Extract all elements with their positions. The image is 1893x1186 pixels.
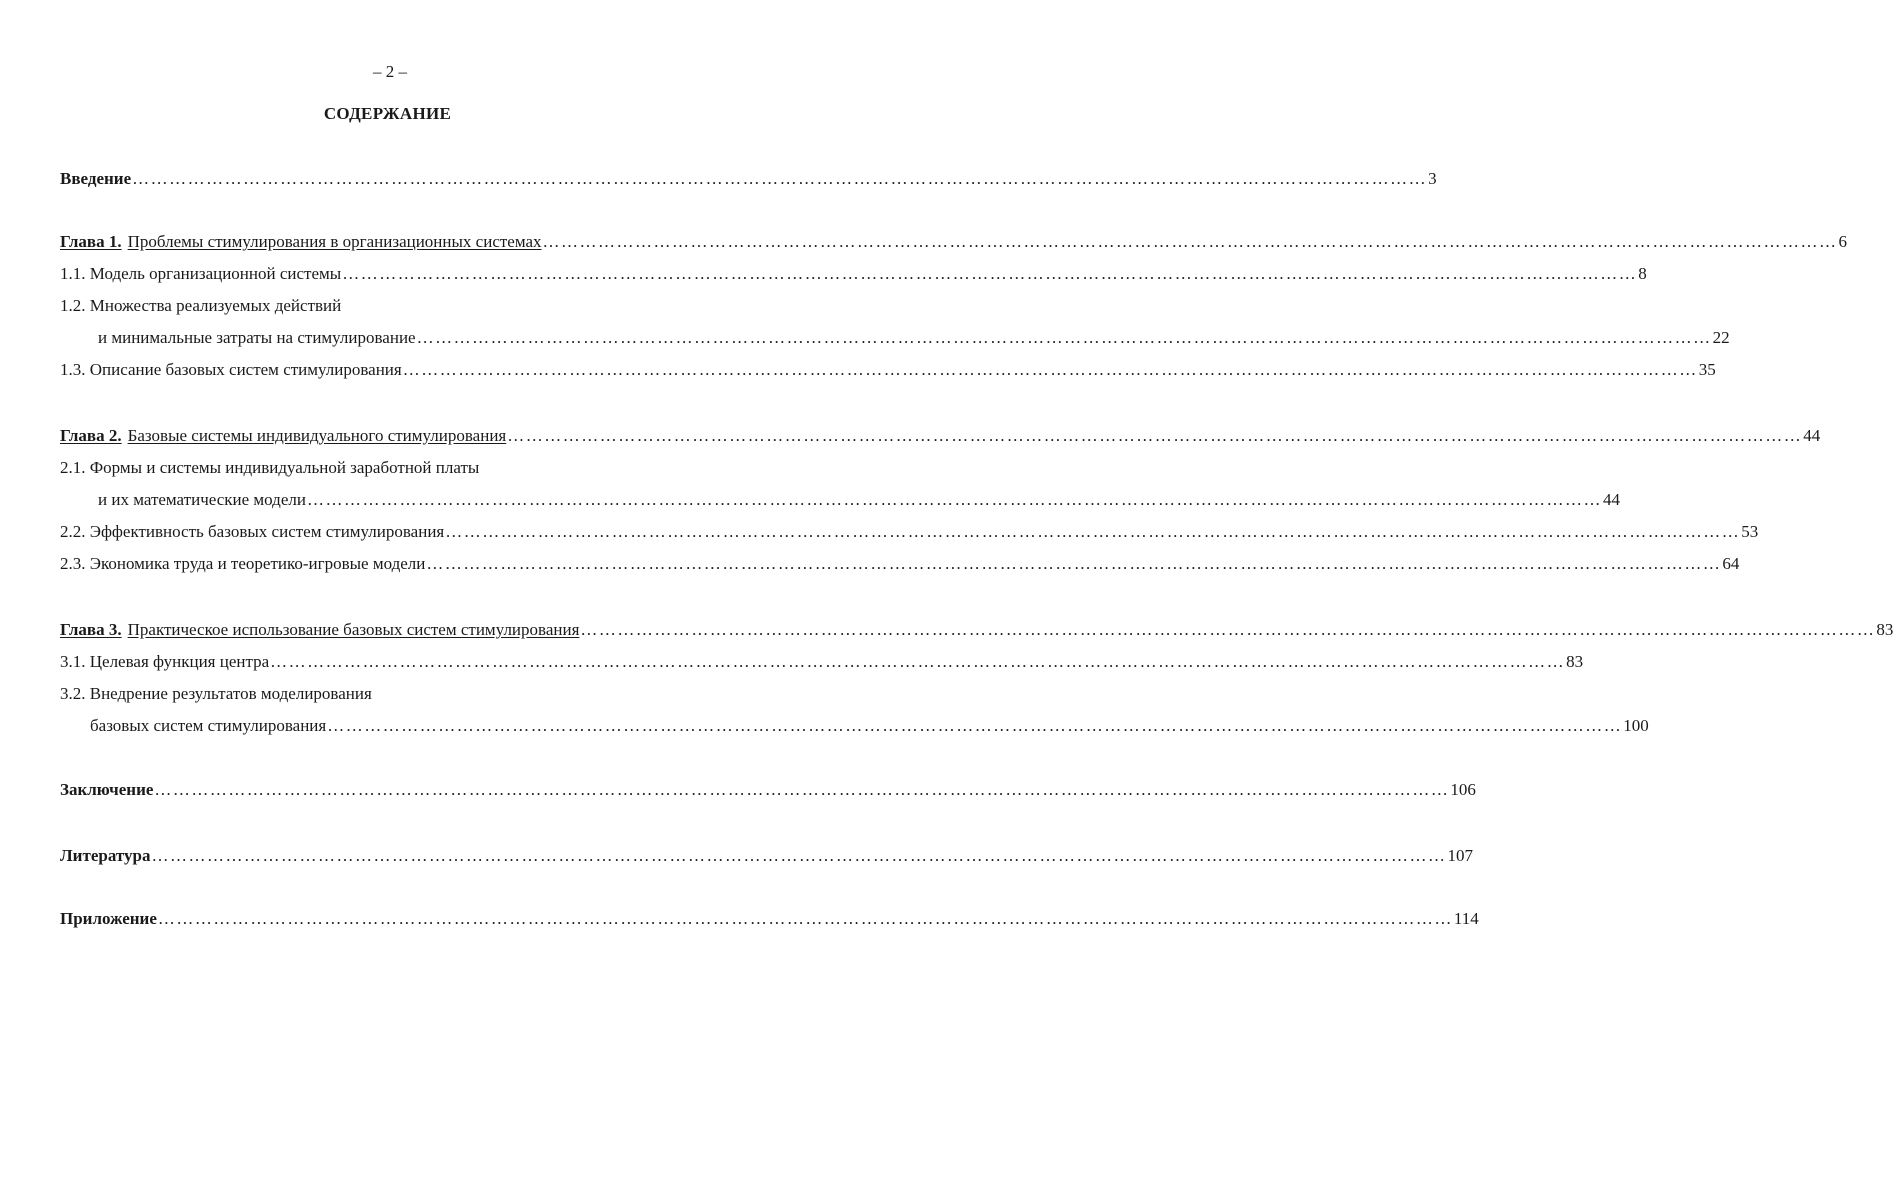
toc-entry-label: Приложение bbox=[60, 909, 157, 928]
toc-entry-label: Введение bbox=[60, 169, 132, 188]
toc-entry-appendix bbox=[60, 908, 1479, 930]
toc-entry-label: 2.3. Экономика труда и теоретико-игровые модели bbox=[60, 554, 426, 573]
toc-entry-label: 3.1. Целевая функция центра bbox=[60, 652, 270, 671]
dot-leader: ………………………………………………………………………………………………………………………………………………………………………………………… bbox=[416, 328, 1712, 347]
toc-title: СОДЕРЖАНИЕ bbox=[323, 104, 452, 123]
toc-entry-conclusion bbox=[60, 779, 1476, 801]
toc-entry-page: 3 bbox=[1428, 169, 1437, 188]
toc-entry-1-2-line2 bbox=[98, 327, 1730, 349]
chapter-title: Проблемы стимулирования в организационных системах bbox=[127, 232, 542, 251]
chapter-label: Глава 3. bbox=[60, 620, 122, 639]
toc-entry-chapter-3 bbox=[60, 619, 1893, 641]
dot-leader: ………………………………………………………………………………………………………………………………………………………………………………………… bbox=[270, 652, 1566, 671]
toc-entry-page: 83 bbox=[1876, 620, 1893, 639]
dot-leader: ………………………………………………………………………………………………………………………………………………………………………………………… bbox=[151, 846, 1447, 865]
dot-leader: ………………………………………………………………………………………………………………………………………………………………………………………… bbox=[426, 554, 1722, 573]
toc-entry-label: Заключение bbox=[60, 780, 154, 799]
toc-entry-page: 114 bbox=[1453, 909, 1479, 928]
toc-entry-1-3 bbox=[60, 359, 1716, 381]
toc-entry-page: 6 bbox=[1838, 232, 1848, 251]
dot-leader: ………………………………………………………………………………………………………………………………………………………………………………………… bbox=[342, 264, 1638, 283]
toc-entry-chapter-2 bbox=[60, 425, 1821, 447]
toc-entry-page: 22 bbox=[1712, 328, 1730, 347]
toc-entry-page: 107 bbox=[1447, 846, 1473, 865]
dot-leader: ………………………………………………………………………………………………………………………………………………………………………………………… bbox=[507, 426, 1803, 445]
toc-entry-label: 3.2. Внедрение результатов моделирования bbox=[60, 684, 372, 703]
toc-entry-label: и их математические модели bbox=[98, 490, 306, 509]
chapter-title: Базовые системы индивидуального стимулирования bbox=[127, 426, 507, 445]
toc-entry-label: 2.2. Эффективность базовых систем стимулирования bbox=[60, 522, 445, 541]
toc-entry-intro bbox=[60, 168, 1437, 190]
dot-leader: ………………………………………………………………………………………………………………………………………………………………………………………… bbox=[542, 232, 1838, 251]
toc-entry-page: 44 bbox=[1803, 426, 1821, 445]
chapter-title: Практическое использование базовых систем стимулирования bbox=[127, 620, 580, 639]
toc-entry-3-1 bbox=[60, 651, 1584, 673]
toc-entry-2-3 bbox=[60, 553, 1740, 575]
toc-entry-page: 8 bbox=[1638, 264, 1647, 283]
toc-entry-label: базовых систем стимулирования bbox=[90, 716, 327, 735]
toc-entry-2-1-line1 bbox=[60, 457, 710, 479]
dot-leader: ………………………………………………………………………………………………………………………………………………………………………………………… bbox=[580, 620, 1876, 639]
toc-entry-page: 44 bbox=[1602, 490, 1620, 509]
page-number: – 2 – bbox=[373, 62, 407, 81]
toc-entry-3-2-line2 bbox=[90, 715, 1649, 737]
dot-leader: ………………………………………………………………………………………………………………………………………………………………………………………… bbox=[154, 780, 1450, 799]
dot-leader: ………………………………………………………………………………………………………………………………………………………………………………………… bbox=[327, 716, 1623, 735]
toc-entry-page: 83 bbox=[1566, 652, 1584, 671]
toc-entry-label: 1.3. Описание базовых систем стимулирования bbox=[60, 360, 402, 379]
toc-entry-page: 64 bbox=[1722, 554, 1740, 573]
dot-leader: ………………………………………………………………………………………………………………………………………………………………………………………… bbox=[157, 909, 1453, 928]
toc-entry-label: 1.1. Модель организационной системы bbox=[60, 264, 342, 283]
toc-entry-chapter-1 bbox=[60, 231, 1848, 253]
toc-entry-page: 35 bbox=[1698, 360, 1716, 379]
toc-entry-1-1 bbox=[60, 263, 1647, 285]
toc-entry-page: 53 bbox=[1741, 522, 1759, 541]
toc-entry-page: 100 bbox=[1623, 716, 1649, 735]
chapter-label: Глава 1. bbox=[60, 232, 122, 251]
dot-leader: ………………………………………………………………………………………………………………………………………………………………………………………… bbox=[445, 522, 1741, 541]
toc-entry-label: и минимальные затраты на стимулирование bbox=[98, 328, 416, 347]
toc-entry-2-2 bbox=[60, 521, 1759, 543]
toc-entry-label: Литература bbox=[60, 846, 151, 865]
dot-leader: ………………………………………………………………………………………………………………………………………………………………………………………… bbox=[132, 169, 1428, 188]
toc-entry-3-2-line1 bbox=[60, 683, 710, 705]
chapter-label: Глава 2. bbox=[60, 426, 122, 445]
toc-entry-literature bbox=[60, 845, 1473, 867]
toc-entry-label: 2.1. Формы и системы индивидуальной заработной платы bbox=[60, 458, 480, 477]
toc-entry-2-1-line2 bbox=[98, 489, 1620, 511]
dot-leader: ………………………………………………………………………………………………………………………………………………………………………………………… bbox=[402, 360, 1698, 379]
toc-entry-label: 1.2. Множества реализуемых действий bbox=[60, 296, 342, 315]
toc-entry-1-2-line1 bbox=[60, 295, 710, 317]
toc-entry-page: 106 bbox=[1450, 780, 1476, 799]
dot-leader: ………………………………………………………………………………………………………………………………………………………………………………………… bbox=[306, 490, 1602, 509]
